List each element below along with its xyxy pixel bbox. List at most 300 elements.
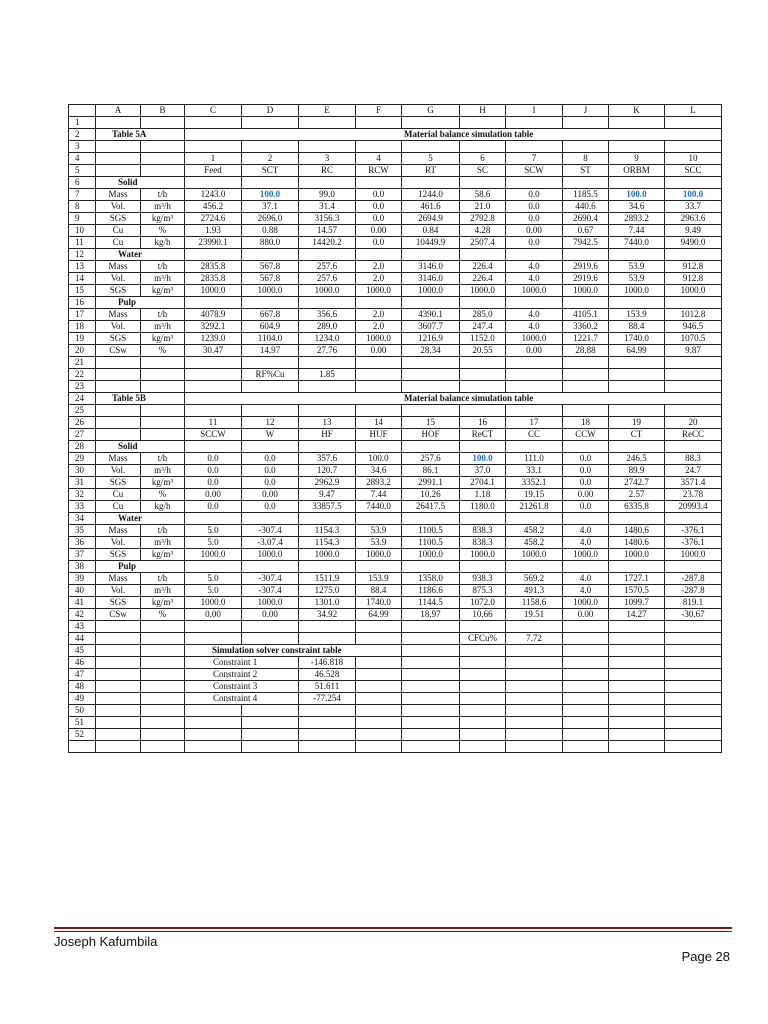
table-row: [69, 645, 722, 657]
row-number: 34: [69, 513, 96, 525]
cell: Vol.: [96, 465, 141, 477]
cell: [242, 177, 299, 189]
cell: [96, 717, 141, 729]
cell: [141, 369, 185, 381]
cell: 20: [665, 417, 722, 429]
cell: 99.0: [299, 189, 356, 201]
cell: [299, 513, 356, 525]
cell: [141, 669, 185, 681]
cell: 14: [356, 417, 402, 429]
cell: 0.0: [185, 501, 242, 513]
cell: [665, 717, 722, 729]
cell: 2962.9: [299, 477, 356, 489]
cell: t/h: [141, 573, 185, 585]
cell: HOF: [402, 429, 460, 441]
cell: 10449.9: [402, 237, 460, 249]
cell: 1000.0: [506, 549, 563, 561]
cell: 10: [665, 153, 722, 165]
cell: Solid: [96, 441, 141, 453]
cell: 14.27: [609, 609, 665, 621]
cell: [141, 681, 185, 693]
cell: 875.3: [460, 585, 506, 597]
cell: 1: [185, 153, 242, 165]
cell: 0.0: [242, 477, 299, 489]
row-number: 21: [69, 357, 96, 369]
cell: 1154.3: [299, 537, 356, 549]
cell: Constraint 3: [185, 681, 242, 693]
table-row: [69, 729, 722, 741]
cell: 2919.6: [563, 261, 609, 273]
cell: [609, 717, 665, 729]
cell: 0.0: [185, 465, 242, 477]
cell: m³/h: [141, 465, 185, 477]
footer-author: Joseph Kafumbila: [54, 934, 158, 949]
cell: 2696.0: [242, 213, 299, 225]
cell: 1000.0: [356, 285, 402, 297]
row-number: 31: [69, 477, 96, 489]
cell: [609, 441, 665, 453]
cell: 10.66: [460, 609, 506, 621]
cell: 2792.8: [460, 213, 506, 225]
cell: [506, 249, 563, 261]
cell: 5: [402, 153, 460, 165]
table-row: [69, 237, 722, 249]
cell: Table 5A: [96, 129, 141, 141]
cell: 120.7: [299, 465, 356, 477]
row-number: 12: [69, 249, 96, 261]
cell: 1301.0: [299, 597, 356, 609]
cell: [141, 741, 185, 753]
cell: %: [141, 345, 185, 357]
cell: [609, 681, 665, 693]
row-number: 32: [69, 489, 96, 501]
cell: [609, 117, 665, 129]
cell: 9.47: [299, 489, 356, 501]
cell: [141, 417, 185, 429]
cell: [141, 153, 185, 165]
cell: [402, 141, 460, 153]
cell: [402, 669, 460, 681]
column-header: C: [185, 105, 242, 117]
cell: 4.0: [563, 525, 609, 537]
cell: 1100.5: [402, 537, 460, 549]
cell: 0.0: [506, 201, 563, 213]
cell: [460, 249, 506, 261]
row-number: 36: [69, 537, 96, 549]
table-row: [69, 525, 722, 537]
cell: 16: [460, 417, 506, 429]
cell: [402, 657, 460, 669]
cell: [609, 249, 665, 261]
cell: [506, 681, 563, 693]
cell: -307.4: [242, 525, 299, 537]
row-number: 7: [69, 189, 96, 201]
table-row: [69, 285, 722, 297]
cell: 1511.9: [299, 573, 356, 585]
cell: [506, 177, 563, 189]
cell: 4.0: [506, 273, 563, 285]
cell: [506, 717, 563, 729]
cell: 7.72: [506, 633, 563, 645]
cell: 19.51: [506, 609, 563, 621]
cell: 0.0: [563, 501, 609, 513]
cell: [356, 657, 402, 669]
cell: [242, 513, 299, 525]
cell: [141, 357, 185, 369]
row-number: 45: [69, 645, 96, 657]
cell: [460, 657, 506, 669]
column-header: D: [242, 105, 299, 117]
cell: 1154.3: [299, 525, 356, 537]
cell: 5.0: [185, 525, 242, 537]
cell: Vol.: [96, 585, 141, 597]
cell: 53.9: [356, 525, 402, 537]
cell: [609, 381, 665, 393]
cell: [96, 741, 141, 753]
cell: [506, 657, 563, 669]
cell: [242, 297, 299, 309]
cell: 0.0: [356, 237, 402, 249]
cell: [141, 177, 185, 189]
cell: [185, 129, 242, 141]
cell: 0.0: [563, 453, 609, 465]
cell: Vol.: [96, 321, 141, 333]
table-row: [69, 357, 722, 369]
cell: 1570.5: [609, 585, 665, 597]
cell: 31.4: [299, 201, 356, 213]
cell: [402, 621, 460, 633]
cell: 100.0: [356, 453, 402, 465]
cell: 0.0: [506, 213, 563, 225]
column-header: B: [141, 105, 185, 117]
cell: [96, 621, 141, 633]
cell: [665, 669, 722, 681]
cell: [506, 117, 563, 129]
table-row: [69, 429, 722, 441]
cell: 3146.0: [402, 273, 460, 285]
table-row: [69, 501, 722, 513]
cell: 18: [563, 417, 609, 429]
cell: 1000.0: [563, 549, 609, 561]
cell: 5.0: [185, 573, 242, 585]
cell: SCC: [665, 165, 722, 177]
cell: 1727.1: [609, 573, 665, 585]
row-number: 46: [69, 657, 96, 669]
column-header: I: [506, 105, 563, 117]
cell: [141, 717, 185, 729]
cell: [141, 645, 185, 657]
cell: 1000.0: [185, 285, 242, 297]
cell: 51.611: [299, 681, 356, 693]
cell: kg/h: [141, 237, 185, 249]
cell: CSw: [96, 345, 141, 357]
cell: 2742.7: [609, 477, 665, 489]
cell: [460, 669, 506, 681]
cell: [141, 633, 185, 645]
cell: 1239.0: [185, 333, 242, 345]
cell: [141, 297, 185, 309]
cell: kg/m³: [141, 597, 185, 609]
cell: [460, 381, 506, 393]
table-row: [69, 453, 722, 465]
cell: 23990.1: [185, 237, 242, 249]
table-row: [69, 345, 722, 357]
cell: [356, 141, 402, 153]
cell: 491.3: [506, 585, 563, 597]
cell: [242, 633, 299, 645]
cell: [141, 249, 185, 261]
cell: Solid: [96, 177, 141, 189]
cell: 0.00: [506, 225, 563, 237]
cell: Mass: [96, 309, 141, 321]
row-number: 13: [69, 261, 96, 273]
row-number: 14: [69, 273, 96, 285]
cell: 2835.8: [185, 261, 242, 273]
cell: Vol.: [96, 201, 141, 213]
cell: [96, 153, 141, 165]
cell: t/h: [141, 309, 185, 321]
table-row: [69, 153, 722, 165]
cell: 289.0: [299, 321, 356, 333]
cell: 2893.2: [356, 477, 402, 489]
cell: Mass: [96, 573, 141, 585]
cell: [185, 561, 242, 573]
cell: [506, 441, 563, 453]
cell: 2690.4: [563, 213, 609, 225]
cell: 1000.0: [609, 285, 665, 297]
table-row: [69, 201, 722, 213]
cell: Mass: [96, 525, 141, 537]
cell: [356, 357, 402, 369]
cell: [299, 729, 356, 741]
page-number: Page 28: [681, 949, 730, 964]
cell: 5.0: [185, 585, 242, 597]
cell: 4: [356, 153, 402, 165]
cell: 819.1: [665, 597, 722, 609]
cell: 3571.4: [665, 477, 722, 489]
cell: 1243.0: [185, 189, 242, 201]
cell: [609, 393, 665, 405]
cell: [356, 369, 402, 381]
cell: CSw: [96, 609, 141, 621]
cell: 21.0: [460, 201, 506, 213]
table-row: [69, 693, 722, 705]
cell: [506, 141, 563, 153]
cell: m³/h: [141, 273, 185, 285]
row-number: 1: [69, 117, 96, 129]
table-row: [69, 117, 722, 129]
cell: 0.0: [185, 477, 242, 489]
cell: 226.4: [460, 261, 506, 273]
column-header: G: [402, 105, 460, 117]
cell: 0.67: [563, 225, 609, 237]
cell: 4.0: [563, 585, 609, 597]
cell: [356, 693, 402, 705]
cell: 1.85: [299, 369, 356, 381]
cell: [563, 129, 609, 141]
cell: [242, 141, 299, 153]
cell: [460, 681, 506, 693]
cell: 2835.8: [185, 273, 242, 285]
table-row: [69, 273, 722, 285]
cell: Vol.: [96, 273, 141, 285]
cell: [506, 513, 563, 525]
cell: 1000.0: [563, 597, 609, 609]
cell: [242, 117, 299, 129]
cell: [563, 297, 609, 309]
cell: [299, 621, 356, 633]
cell: 88.4: [609, 321, 665, 333]
cell: [141, 621, 185, 633]
cell: [96, 669, 141, 681]
cell: 30.47: [185, 345, 242, 357]
cell: RC: [299, 165, 356, 177]
cell: 7.44: [609, 225, 665, 237]
cell: 0.00: [506, 345, 563, 357]
cell: [299, 741, 356, 753]
cell: [185, 717, 242, 729]
cell: 1000.0: [356, 549, 402, 561]
cell: [609, 561, 665, 573]
cell: 20993.4: [665, 501, 722, 513]
cell: %: [141, 609, 185, 621]
cell: 6335.8: [609, 501, 665, 513]
cell: [96, 657, 141, 669]
row-number: 9: [69, 213, 96, 225]
row-number: 42: [69, 609, 96, 621]
cell: 7440.0: [356, 501, 402, 513]
cell: [402, 177, 460, 189]
cell: [460, 357, 506, 369]
cell: 2: [242, 153, 299, 165]
column-header: H: [460, 105, 506, 117]
cell: [609, 369, 665, 381]
cell: 4.0: [563, 573, 609, 585]
cell: 10.26: [402, 489, 460, 501]
material-balance-spreadsheet: [68, 104, 722, 753]
cell: [609, 129, 665, 141]
cell: -77.254: [299, 693, 356, 705]
cell: [563, 705, 609, 717]
cell: [141, 561, 185, 573]
cell: [460, 513, 506, 525]
cell: [356, 681, 402, 693]
table-row: [69, 225, 722, 237]
cell: [460, 405, 506, 417]
cell: [563, 657, 609, 669]
cell: [402, 297, 460, 309]
cell: [402, 381, 460, 393]
cell: 58.6: [460, 189, 506, 201]
cell: [563, 141, 609, 153]
cell: 34.6: [356, 465, 402, 477]
cell: [242, 729, 299, 741]
cell: [185, 141, 242, 153]
cell: 19: [609, 417, 665, 429]
cell: 2963.6: [665, 213, 722, 225]
column-header: [69, 105, 96, 117]
cell: -376.1: [665, 525, 722, 537]
cell: [402, 249, 460, 261]
cell: [185, 297, 242, 309]
cell: [665, 741, 722, 753]
cell: 1070.5: [665, 333, 722, 345]
cell: HF: [299, 429, 356, 441]
row-number: 40: [69, 585, 96, 597]
cell: [356, 621, 402, 633]
cell: [609, 693, 665, 705]
cell: 1000.0: [299, 285, 356, 297]
cell: [356, 117, 402, 129]
cell: [402, 513, 460, 525]
cell: 938.3: [460, 573, 506, 585]
cell: SGS: [96, 597, 141, 609]
cell: 153.9: [356, 573, 402, 585]
cell: 0.0: [563, 465, 609, 477]
cell: 7: [506, 153, 563, 165]
cell: [141, 381, 185, 393]
cell: t/h: [141, 453, 185, 465]
column-header: E: [299, 105, 356, 117]
cell: 2694.9: [402, 213, 460, 225]
cell: 4.0: [506, 261, 563, 273]
cell: [506, 381, 563, 393]
cell: [402, 741, 460, 753]
cell: [563, 561, 609, 573]
cell: 1740.0: [609, 333, 665, 345]
cell: ReCC: [665, 429, 722, 441]
cell: 0.00: [356, 225, 402, 237]
cell: [185, 177, 242, 189]
cell: [185, 741, 242, 753]
cell: [563, 681, 609, 693]
cell: [563, 669, 609, 681]
cell: 15: [402, 417, 460, 429]
cell: Material balance simulation table: [402, 129, 460, 141]
cell: [402, 705, 460, 717]
cell: Vol.: [96, 537, 141, 549]
cell: CC: [506, 429, 563, 441]
cell: 2724.6: [185, 213, 242, 225]
cell: 247.4: [460, 321, 506, 333]
cell: Mass: [96, 189, 141, 201]
cell: W: [242, 429, 299, 441]
cell: [460, 561, 506, 573]
cell: HUF: [356, 429, 402, 441]
cell: 3146.0: [402, 261, 460, 273]
cell: SCW: [506, 165, 563, 177]
cell: 1000.0: [402, 285, 460, 297]
cell: [460, 177, 506, 189]
cell: 53.9: [609, 273, 665, 285]
cell: -307.4: [242, 573, 299, 585]
cell: 3352.1: [506, 477, 563, 489]
cell: [299, 705, 356, 717]
cell: t/h: [141, 525, 185, 537]
cell: 461.6: [402, 201, 460, 213]
cell: 4.0: [506, 309, 563, 321]
cell: Cu: [96, 225, 141, 237]
cell: [356, 405, 402, 417]
cell: 37.1: [242, 201, 299, 213]
cell: [356, 729, 402, 741]
table-row: [69, 393, 722, 405]
cell: 2919.6: [563, 273, 609, 285]
cell: Feed: [185, 165, 242, 177]
cell: [506, 741, 563, 753]
table-row: [69, 513, 722, 525]
cell: [96, 369, 141, 381]
